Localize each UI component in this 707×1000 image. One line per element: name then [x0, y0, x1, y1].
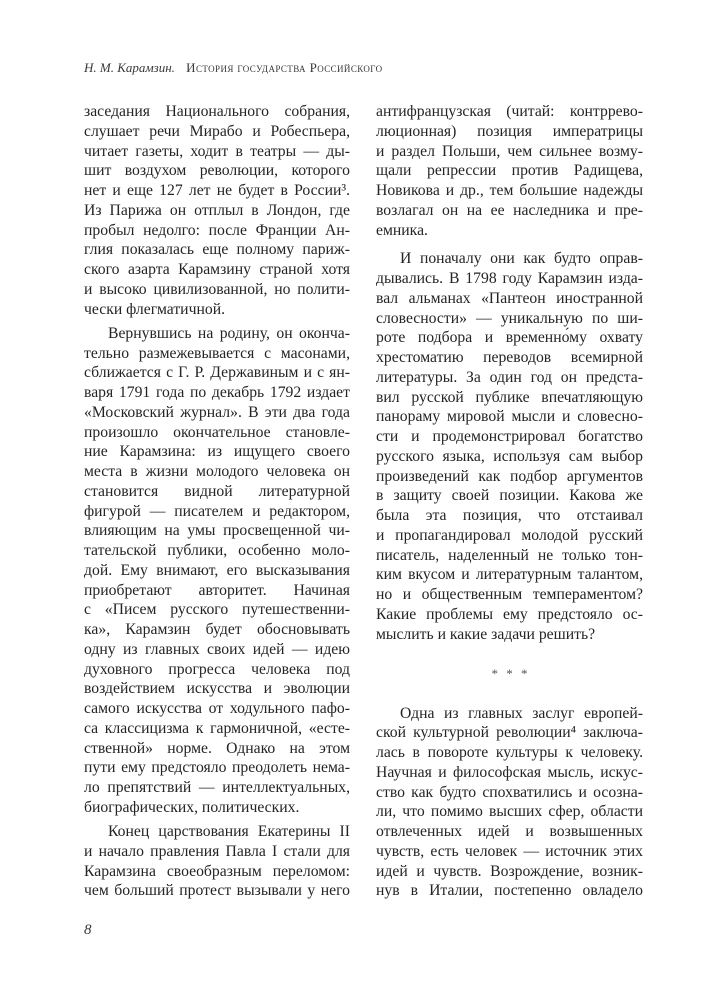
text-line: писатель, наделенный не только тон- — [376, 546, 643, 564]
text-line: вил русской публике впечатляющую — [376, 388, 643, 406]
running-head — [84, 60, 383, 76]
text-line: и пропагандировал молодой русский — [376, 526, 643, 544]
text-line: чувств, есть человек — источник этих — [376, 842, 643, 860]
running-head-author: Н. М. Карамзин. — [84, 60, 175, 75]
text-line: шит воздухом революции, которого — [84, 162, 350, 180]
text-line: тательской публики, особенно моло- — [84, 542, 350, 559]
text-line: лась в повороте культуры к человеку. — [376, 744, 643, 761]
text-line: сти и продемонстрировал богатство — [376, 428, 643, 445]
text-line: ственной» норме. Однако на этом — [84, 739, 350, 757]
text-line: емника. — [376, 221, 428, 239]
text-line: Карамзина своеобразным переломом: — [84, 862, 350, 880]
text-line: и начало правления Павла I стали для — [84, 842, 350, 860]
text-line: произведений как подбор аргументов — [376, 467, 643, 485]
paragraph — [84, 822, 350, 901]
text-line: самого искусства от ходульного пафо- — [84, 700, 350, 717]
text-line: Научная и философская мысль, искус- — [376, 763, 643, 781]
text-line: с «Писем русского путешественни- — [84, 601, 350, 619]
text-line: фигурой — писателем и редактором, — [84, 502, 350, 520]
text-line: тельно размежевывается с масонами, — [84, 344, 350, 362]
text-line: влияющим на умы просвещенной чи- — [84, 522, 350, 540]
text-line: чем больший протест вызывали у него — [84, 882, 350, 900]
text-line: нет и еще 127 лет не будет в России³. — [84, 182, 350, 199]
text-line: но и общественным темпераментом? — [376, 586, 643, 603]
paragraph — [376, 102, 643, 240]
text-line: глия показалась еще полному париж- — [84, 241, 350, 259]
text-line: Конец царствования Екатерины II — [108, 823, 350, 840]
text-line: роте подбора и временно́му охвату — [376, 329, 643, 347]
text-line: ка», Карамзин будет обосновывать — [84, 621, 350, 638]
text-line: в защиту своей позиции. Какова же — [376, 487, 643, 505]
text-line: Вернувшись на родину, он оконча- — [108, 324, 350, 342]
text-line: хрестоматию переводов всемирной — [376, 349, 643, 366]
text-line: ство как будто спохватились и осозна- — [376, 783, 643, 801]
text-line: чески флегматичной. — [84, 300, 226, 318]
text-line: щали репрессии против Радищева, — [376, 162, 643, 180]
text-line: И поначалу они как будто оправ- — [400, 250, 643, 268]
text-line: нув в Италии, постепенно овладело — [376, 882, 643, 900]
text-line: духовного прогресса человека под — [84, 660, 350, 678]
text-line: Новикова и др., тем большие надежды — [376, 182, 643, 199]
text-line: места в жизни молодого человека он — [84, 463, 350, 480]
text-line: отвлеченных идей и возвышенных — [376, 823, 643, 840]
text-line: биографических, политических. — [84, 798, 300, 816]
text-line: читает газеты, ходит в театры — ды- — [84, 142, 350, 160]
text-line: пробыл недолго: после Франции Ан- — [84, 221, 350, 239]
paragraph — [376, 704, 643, 902]
text-line: Какие проблемы ему предстояло ос- — [376, 605, 643, 623]
text-line: сближается с Г. Р. Державиным и с ян- — [84, 364, 350, 382]
text-line: вал альманах «Пантеон иностранной — [376, 289, 643, 307]
text-line: «Московский журнал». В эти два года — [84, 403, 350, 421]
text-line: ние Карамзина: из ищущего своего — [84, 443, 350, 461]
text-line: словесности» — уникальную по ши- — [376, 309, 643, 327]
section-separator: * * * — [491, 666, 528, 682]
text-line: русского языка, используя сам выбор — [376, 447, 643, 465]
text-line: идей и чувств. Возрождение, возник- — [376, 862, 643, 880]
text-line: и высоко цивилизованной, но полити- — [84, 280, 350, 298]
paragraph — [84, 102, 350, 319]
text-line: дывались. В 1798 году Карамзин изда- — [376, 270, 643, 287]
left-column — [84, 102, 350, 901]
text-line: Из Парижа он отплыл в Лондон, где — [84, 201, 350, 219]
text-line: была эта позиция, что отстаивал — [376, 507, 643, 524]
text-line: литературы. За один год он предста- — [376, 368, 643, 386]
text-line: ли, что помимо высших сфер, области — [376, 803, 643, 821]
text-line: мыслить и какие задачи решить? — [376, 625, 596, 643]
text-line: са классицизма к гармоничной, «есте- — [84, 719, 350, 737]
text-line: ким вкусом и литературным талантом, — [376, 566, 643, 584]
text-line: заседания Национального собрания, — [84, 103, 350, 120]
text-line: становится видной литературной — [84, 482, 350, 500]
running-head-title: История государства Российского — [186, 60, 383, 75]
right-column — [376, 102, 643, 901]
text-line: возлагал он на ее наследника и пре- — [376, 201, 643, 219]
text-line: дой. Ему внимают, его высказывания — [84, 561, 350, 579]
text-line: люционная) позиция императрицы — [376, 122, 643, 140]
text-line: пути ему предстояло преодолеть нема- — [84, 759, 350, 777]
text-line: и раздел Польши, чем сильнее возму- — [376, 142, 643, 160]
page-number: 8 — [84, 922, 92, 938]
text-line: слушает речи Мирабо и Робеспьера, — [84, 122, 350, 140]
text-line: приобретают авторитет. Начиная — [84, 581, 350, 599]
text-line: одну из главных своих идей — идею — [84, 640, 350, 658]
text-line: ской культурной революции⁴ заключа- — [376, 724, 643, 742]
text-line: ского азарта Карамзину страной хотя — [84, 261, 350, 278]
text-line: ло препятствий — интеллектуальных, — [84, 779, 350, 796]
text-line: произошло окончательное становле- — [84, 423, 350, 441]
text-line: воздействием искусства и эволюции — [84, 680, 350, 698]
text-line: Одна из главных заслуг европей- — [400, 704, 643, 722]
paragraph — [84, 324, 350, 818]
paragraph — [376, 249, 643, 644]
text-line: варя 1791 года по декабрь 1792 издает — [84, 384, 350, 401]
text-line: панораму мировой мысли и словесно- — [376, 408, 643, 426]
text-line: антифранцузская (читай: контррево- — [376, 103, 643, 120]
